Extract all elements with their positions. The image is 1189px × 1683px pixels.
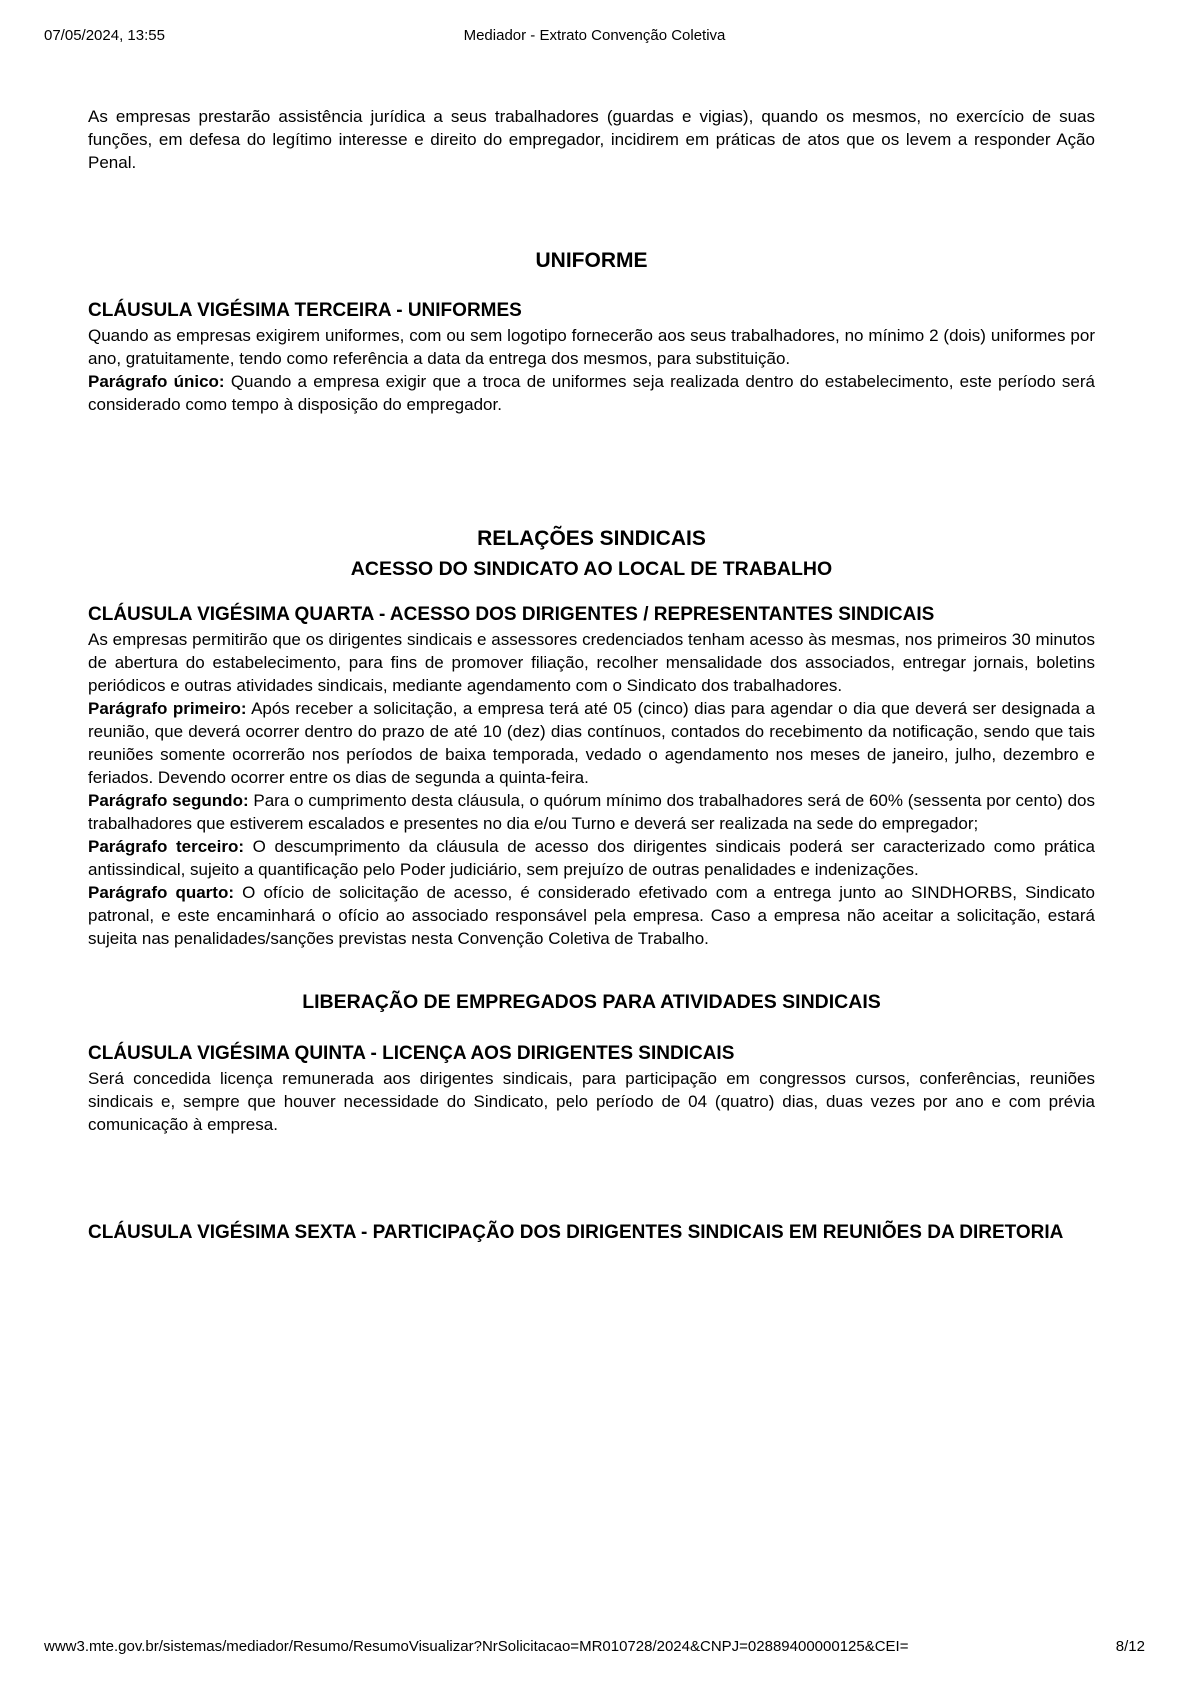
- paragraph-intro: As empresas prestarão assistência jurídica a seus trabalhadores (guardas e vigias), quando os mesmos, no exercício de suas funções, em defesa do legítimo interesse e direito do empregador, incidirem em práticas de atos que os levem a responder Ação Penal.: [88, 107, 1095, 172]
- clause24-paragrafo-terceiro: [88, 835, 1095, 881]
- clause25-paragraph: Será concedida licença remunerada aos dirigentes sindicais, para participação em congressos cursos, conferências, reuniões sindicais e, sempre que houver necessidade do Sindicato, pelo período de 04 (quatro) dias, duas vezes por ano e com prévia comunicação à empresa.: [88, 1069, 1095, 1134]
- paragrafo-quarto-lead: Parágrafo quarto:: [88, 883, 235, 902]
- section-title-relacoes: RELAÇÕES SINDICAIS: [477, 527, 706, 550]
- clause-title-25: CLÁUSULA VIGÉSIMA QUINTA - LICENÇA AOS DIRIGENTES SINDICAIS: [88, 1043, 735, 1064]
- paragrafo-primeiro-text: Após receber a solicitação, a empresa terá até 05 (cinco) dias para agendar o dia que deverá ser designada a reunião, que deverá ocorrer dentro do prazo de até 10 (dez) dias contínuos, contados do recebimento da notificação, sendo que tais reuniões somente ocorrerão nos períodos de baixa temporada, vedado o agendamento nos meses de janeiro, julho, dezembro e feriados. Devendo ocorrer entre os dias de segunda a quinta-feira.: [88, 699, 1095, 787]
- paragrafo-quarto-text: O ofício de solicitação de acesso, é considerado efetivado com a entrega junto ao SINDHORBS, Sindicato patronal, e este encaminhará o ofício ao associado responsável pela empresa. Caso a empresa não aceitar a solicitação, estará sujeita nas penalidades/sanções previstas nesta Convenção Coletiva de Trabalho.: [88, 883, 1096, 948]
- clause-title-24: CLÁUSULA VIGÉSIMA QUARTA - ACESSO DOS DIRIGENTES / REPRESENTANTES SINDICAIS: [88, 604, 935, 625]
- paragrafo-primeiro-lead: Parágrafo primeiro:: [88, 699, 247, 718]
- clause24-paragrafo-segundo: [88, 789, 1095, 835]
- clause-title-23: CLÁUSULA VIGÉSIMA TERCEIRA - UNIFORMES: [88, 300, 522, 321]
- document-body: [88, 0, 1095, 1246]
- footer-url: www3.mte.gov.br/sistemas/mediador/Resumo/ResumoVisualizar?NrSolicitacao=MR010728/2024&CNPJ=02889400000125&CEI=: [44, 1638, 909, 1655]
- clause24-paragrafo-quarto: [88, 881, 1095, 950]
- section-subtitle-acesso: ACESSO DO SINDICATO AO LOCAL DE TRABALHO: [350, 558, 833, 580]
- paragrafo-terceiro-lead: Parágrafo terceiro:: [88, 837, 244, 856]
- paragrafo-unico-text: Quando a empresa exigir que a troca de uniformes seja realizada dentro do estabelecimento, este período será considerado como tempo à disposição do empregador.: [88, 372, 1095, 414]
- clause-title-26: CLÁUSULA VIGÉSIMA SEXTA - PARTICIPAÇÃO DOS DIRIGENTES SINDICAIS EM REUNIÕES DA DIRETORIA: [88, 1222, 1064, 1243]
- page-number: 8/12: [1115, 1638, 1145, 1655]
- clause24-paragraph: As empresas permitirão que os dirigentes sindicais e assessores credenciados tenham acesso às mesmas, nos primeiros 30 minutos de abertura do estabelecimento, para fins de promover filiação, recolher mensalidade dos associados, entregar jornais, boletins periódicos e outras atividades sindicais, mediante agendamento com o Sindicato dos trabalhadores.: [88, 630, 1095, 695]
- paragrafo-segundo-text: Para o cumprimento desta cláusula, o quórum mínimo dos trabalhadores será de 60% (sessenta por cento) dos trabalhadores que estiverem escalados e presentes no dia e/ou Turno e deverá ser realizada na sede do empregador;: [88, 791, 1095, 833]
- print-datetime: 07/05/2024, 13:55: [44, 27, 165, 44]
- section-title-uniforme: UNIFORME: [535, 249, 648, 272]
- paragrafo-segundo-lead: Parágrafo segundo:: [88, 791, 249, 810]
- section-heading-relacoes: [88, 524, 1095, 584]
- clause23-paragraph: Quando as empresas exigirem uniformes, com ou sem logotipo fornecerão aos seus trabalhadores, no mínimo 2 (dois) uniformes por ano, gratuitamente, tendo como referência a data da entrega dos mesmos, para substituição.: [88, 326, 1095, 368]
- document-title: Mediador - Extrato Convenção Coletiva: [463, 27, 726, 44]
- section-title-liberacao: LIBERAÇÃO DE EMPREGADOS PARA ATIVIDADES SINDICAIS: [302, 991, 881, 1013]
- clause24-paragrafo-primeiro: [88, 697, 1095, 789]
- paragrafo-terceiro-text: O descumprimento da cláusula de acesso dos dirigentes sindicais poderá ser caracterizado como prática antissindical, sujeito a quantificação pelo Poder judiciário, sem prejuízo de outras penalidades e indenizações.: [88, 837, 1095, 879]
- clause23-paragrafo-unico: [88, 370, 1095, 416]
- paragrafo-unico-lead: Parágrafo único:: [88, 372, 225, 391]
